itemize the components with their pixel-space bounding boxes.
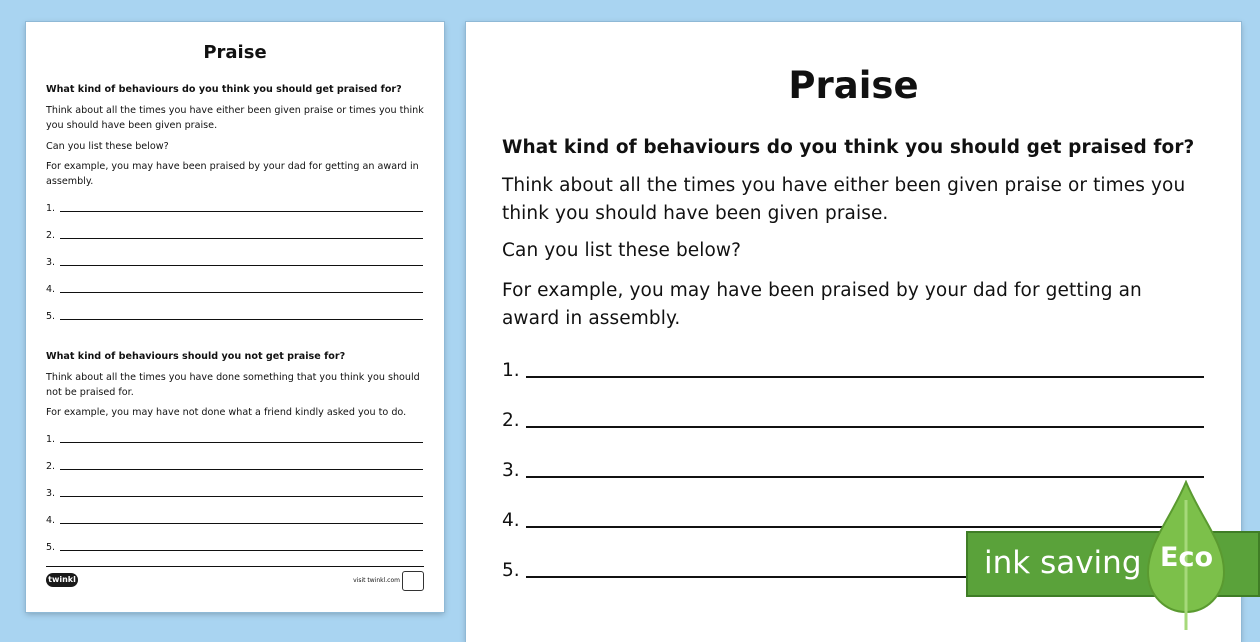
example-1: For example, you may have been praised by your dad for getting an award in assembly. (46, 161, 419, 187)
answer-line: 5. (502, 555, 1204, 581)
answer-line: 3. (46, 254, 423, 268)
answer-line: 1. (46, 200, 423, 214)
answer-line: 2. (46, 458, 423, 472)
eco-label: Eco (1160, 542, 1213, 573)
answer-line: 2. (46, 227, 423, 241)
question-1: What kind of behaviours do you think you should get praised for? (46, 84, 402, 95)
page-footer (46, 566, 424, 597)
answer-line: 5. (46, 539, 423, 553)
answer-line: 5. (46, 308, 423, 322)
worksheet-thumbnail (26, 22, 444, 612)
answer-line: 3. (46, 485, 423, 499)
instruction-1: Think about all the times you have either been given praise or times you think you should have been given praise. (46, 105, 424, 131)
twinkl-logo: twinkl (46, 573, 78, 587)
answer-line: 3. (502, 455, 1204, 481)
example: For example, you may have been praised by your dad for getting an award in assembly. (502, 280, 1142, 329)
question-2: What kind of behaviours should you not get praise for? (46, 351, 346, 362)
footer-url: visit twinkl.com (353, 577, 400, 584)
instruction-3: Think about all the times you have done something that you think you should not be praised for. (46, 372, 420, 398)
example-2: For example, you may have not done what a friend kindly asked you to do. (46, 407, 407, 418)
answer-line: 4. (502, 505, 1204, 531)
question: What kind of behaviours do you think you should get praised for? (502, 137, 1195, 158)
answer-line: 1. (46, 431, 423, 445)
ink-saving-label: ink saving (984, 545, 1142, 581)
instruction-1: Think about all the times you have either been given praise or times you think you should have been given praise. (502, 175, 1186, 224)
leaf-icon (1140, 480, 1232, 630)
instruction-2: Can you list these below? (46, 141, 169, 152)
answer-line: 4. (46, 512, 423, 526)
eco-badge-icon (402, 571, 424, 591)
answer-line: 1. (502, 355, 1204, 381)
answer-line: 4. (46, 281, 423, 295)
page-title: Praise (203, 42, 267, 63)
page-title: Praise (788, 64, 919, 107)
answer-line: 2. (502, 405, 1204, 431)
instruction-2: Can you list these below? (502, 240, 742, 261)
